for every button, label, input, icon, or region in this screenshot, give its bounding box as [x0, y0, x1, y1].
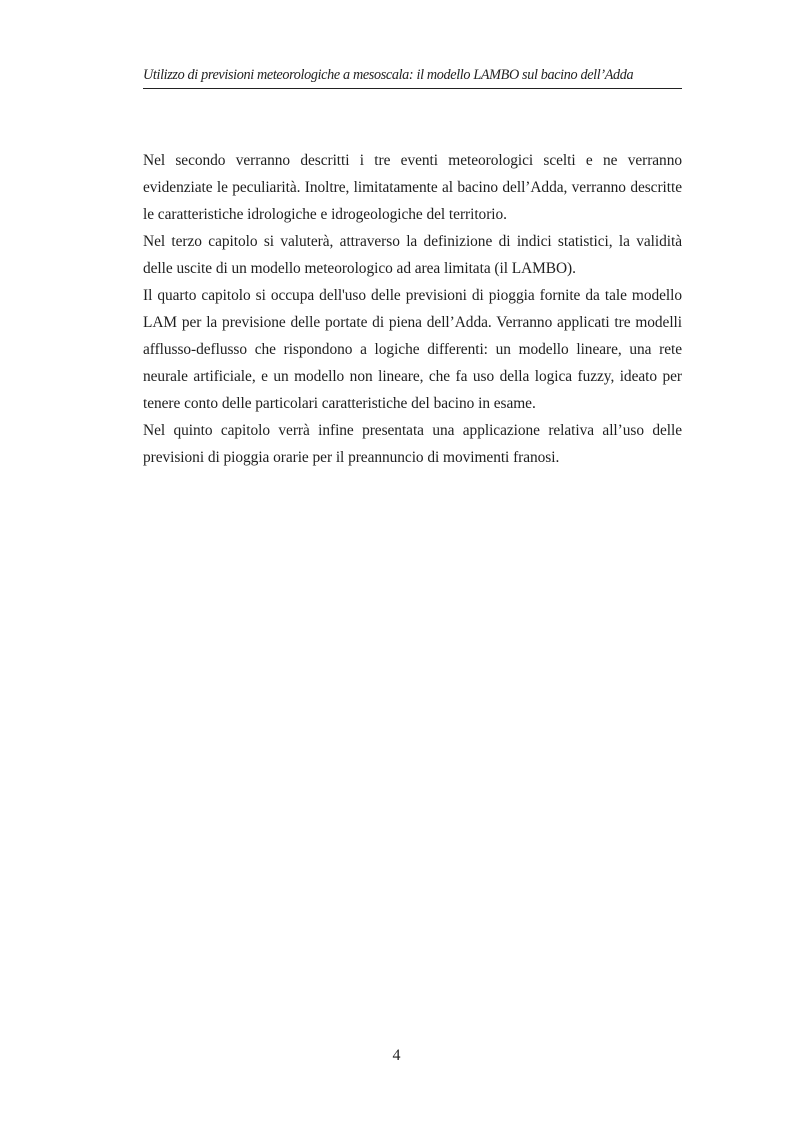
paragraph-chapter-3: Nel terzo capitolo si valuterà, attraverso la definizione di indici statistici, la validità delle uscite di un modello meteorologico ad area limitata (il LAMBO).: [143, 233, 682, 277]
paragraph-chapter-2: Nel secondo verranno descritti i tre eventi meteorologici scelti e ne verranno evidenziate le peculiarità. Inoltre, limitatamente al bacino dell’Adda, verranno descritte le caratteristiche idrologiche e idrogeologiche del territorio.: [143, 152, 682, 223]
running-header: [143, 66, 682, 89]
paragraph-chapter-5: Nel quinto capitolo verrà infine presentata una applicazione relativa all’uso delle previsioni di pioggia orarie per il preannuncio di movimenti franosi.: [143, 422, 682, 466]
page-number: 4: [392, 1047, 401, 1064]
running-title: Utilizzo di previsioni meteorologiche a mesoscala: il modello LAMBO sul bacino dell’Adda: [143, 67, 634, 83]
body-text: [143, 147, 682, 471]
paragraph-chapter-4: Il quarto capitolo si occupa dell'uso delle previsioni di pioggia fornite da tale modello LAM per la previsione delle portate di piena dell’Adda. Verranno applicati tre modelli afflusso-deflusso che rispondono a logiche differenti: un modello lineare, una rete neurale artificiale, e un modello non lineare, che fa uso della logica fuzzy, ideato per tenere conto delle particolari caratteristiche del bacino in esame.: [143, 287, 682, 412]
